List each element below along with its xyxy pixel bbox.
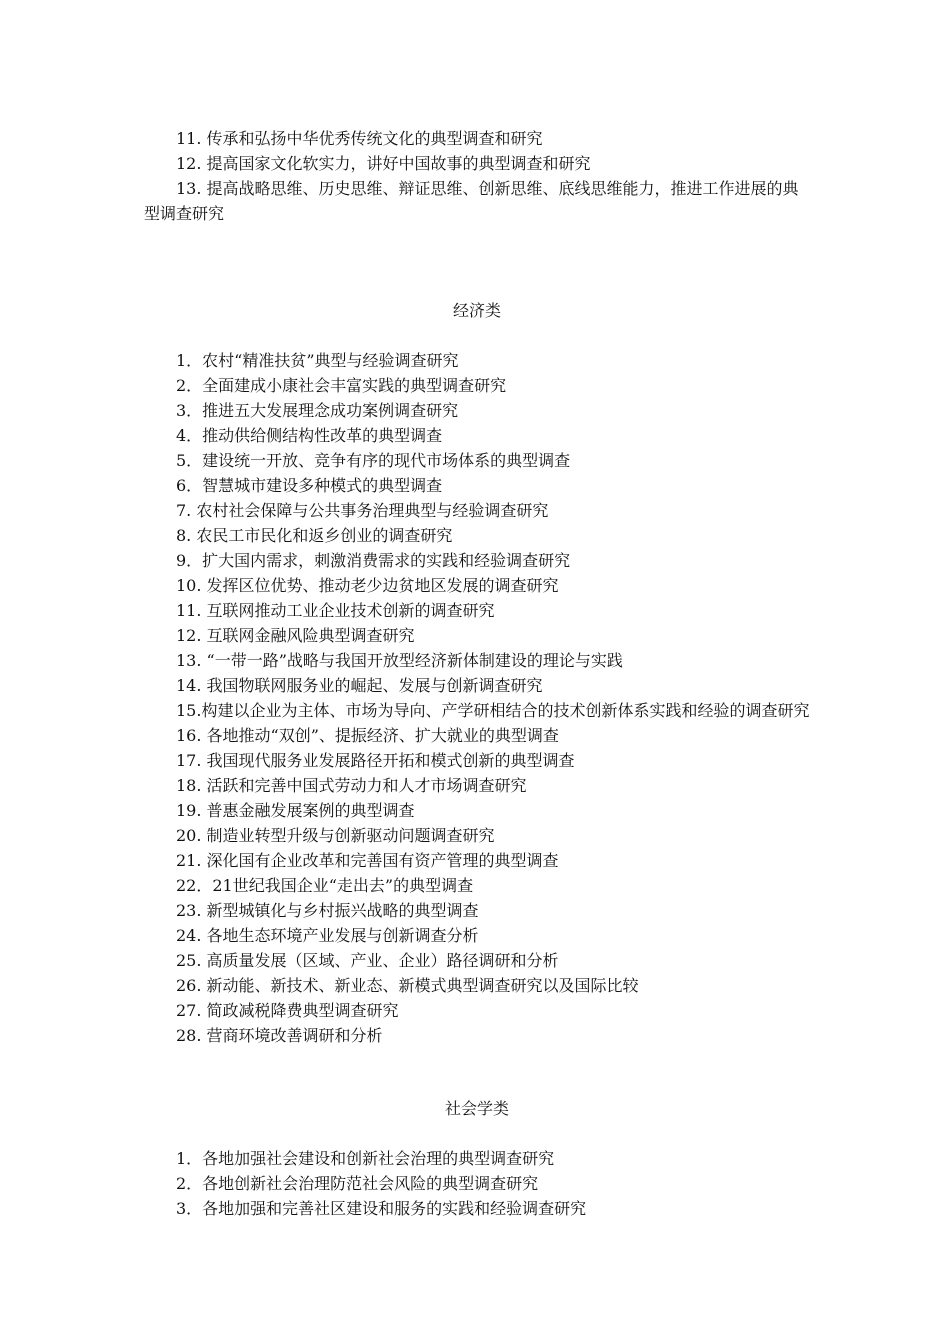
list-item: 3．推进五大发展理念成功案例调查研究 bbox=[176, 401, 459, 420]
list-item: 2．全面建成小康社会丰富实践的典型调查研究 bbox=[176, 376, 507, 395]
list-item: 10. 发挥区位优势、推动老少边贫地区发展的调查研究 bbox=[176, 576, 559, 595]
list-item: 2．各地创新社会治理防范社会风险的典型调查研究 bbox=[176, 1174, 539, 1193]
list-item: 20. 制造业转型升级与创新驱动问题调查研究 bbox=[176, 826, 495, 845]
list-item: 24. 各地生态环境产业发展与创新调查分析 bbox=[176, 926, 479, 945]
list-item: 18. 活跃和完善中国式劳动力和人才市场调查研究 bbox=[176, 776, 527, 795]
list-item: 12. 互联网金融风险典型调查研究 bbox=[176, 626, 415, 645]
list-item: 28. 营商环境改善调研和分析 bbox=[176, 1026, 383, 1045]
list-item: 7. 农村社会保障与公共事务治理典型与经验调查研究 bbox=[176, 501, 549, 520]
section-heading-economics: 经济类 bbox=[452, 301, 501, 320]
intro-list bbox=[144, 126, 810, 226]
list-item: 15.构建以企业为主体、市场为导向、产学研相结合的技术创新体系实践和经验的调查研究 bbox=[176, 701, 810, 720]
list-item: 5．建设统一开放、竞争有序的现代市场体系的典型调查 bbox=[176, 451, 571, 470]
list-item: 13. “一带一路”战略与我国开放型经济新体制建设的理论与实践 bbox=[176, 651, 623, 670]
list-item: 12. 提高国家文化软实力，讲好中国故事的典型调查和研究 bbox=[176, 154, 591, 173]
list-item: 1．各地加强社会建设和创新社会治理的典型调查研究 bbox=[176, 1149, 555, 1168]
list-item: 16. 各地推动“双创”、提振经济、扩大就业的典型调查 bbox=[176, 726, 559, 745]
list-item: 9．扩大国内需求，刺激消费需求的实践和经验调查研究 bbox=[176, 551, 571, 570]
list-item: 17. 我国现代服务业发展路径开拓和模式创新的典型调查 bbox=[176, 751, 575, 770]
list-item: 3．各地加强和完善社区建设和服务的实践和经验调查研究 bbox=[176, 1199, 587, 1218]
list-item: 11. 传承和弘扬中华优秀传统文化的典型调查和研究 bbox=[176, 129, 543, 148]
list-item: 8. 农民工市民化和返乡创业的调查研究 bbox=[176, 526, 453, 545]
list-item: 6．智慧城市建设多种模式的典型调查 bbox=[176, 476, 443, 495]
list-item: 14. 我国物联网服务业的崛起、发展与创新调查研究 bbox=[176, 676, 543, 695]
list-item: 26. 新动能、新技术、新业态、新模式典型调查研究以及国际比较 bbox=[176, 976, 639, 995]
economics-list bbox=[144, 348, 810, 1048]
list-item: 23. 新型城镇化与乡村振兴战略的典型调查 bbox=[176, 901, 479, 920]
list-item: 11. 互联网推动工业企业技术创新的调查研究 bbox=[176, 601, 495, 620]
list-item: 25. 高质量发展（区域、产业、企业）路径调研和分析 bbox=[176, 951, 559, 970]
list-item: 22．21世纪我国企业“走出去”的典型调查 bbox=[176, 876, 474, 895]
list-item: 4．推动供给侧结构性改革的典型调查 bbox=[176, 426, 443, 445]
list-item: 1．农村“精准扶贫”典型与经验调查研究 bbox=[176, 351, 459, 370]
list-item: 21. 深化国有企业改革和完善国有资产管理的典型调查 bbox=[176, 851, 559, 870]
list-item: 27. 简政减税降费典型调查研究 bbox=[176, 1001, 399, 1020]
sociology-list bbox=[144, 1146, 810, 1221]
list-item: 19. 普惠金融发展案例的典型调查 bbox=[176, 801, 415, 820]
list-item: 13. 提高战略思维、历史思维、辩证思维、创新思维、底线思维能力，推进工作进展的典型调查研究 bbox=[144, 179, 799, 223]
section-heading-sociology: 社会学类 bbox=[444, 1099, 509, 1118]
